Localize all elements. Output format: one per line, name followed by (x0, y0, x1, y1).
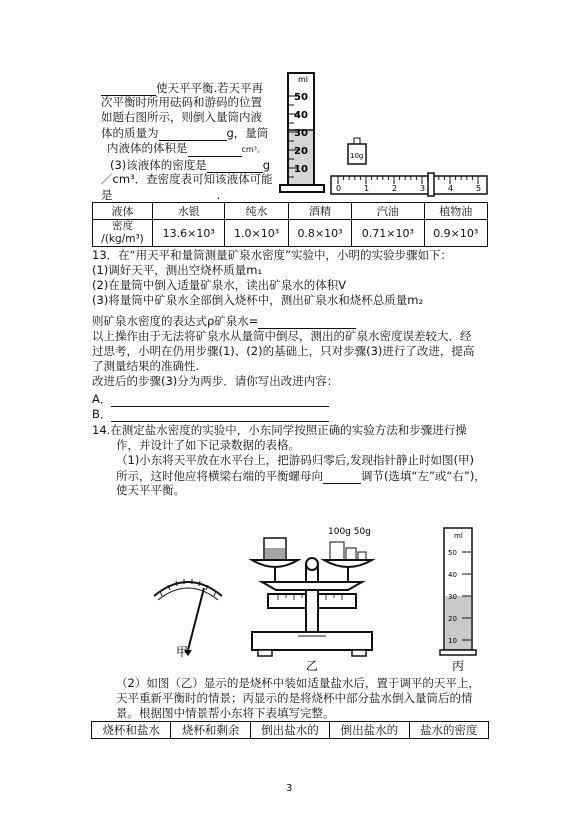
tick-label: 20 (448, 615, 457, 623)
table-cell: 汽油 (352, 203, 424, 220)
text: 体的质量为 (101, 126, 159, 140)
text: (3)该液体的密度是 (110, 158, 207, 172)
unit-label: ml (298, 75, 309, 84)
q12-text-line2: 次平衡时所用砝码和游码的位置 (101, 95, 262, 109)
q14-line: 使天平平衡。 (116, 483, 185, 497)
blank (159, 125, 227, 141)
figure-label-bing: 丙 (452, 659, 465, 673)
measuring-cylinder-figure-bing (440, 522, 480, 672)
table-row (93, 220, 488, 247)
figure-label-yi: 乙 (306, 659, 319, 673)
text: /(kg/m³) (101, 233, 144, 245)
q12-text-line6 (110, 157, 270, 173)
q12-text-line5 (107, 141, 265, 157)
answer-blank (111, 406, 329, 422)
unit-label: ml (454, 532, 463, 540)
table-header-cell: 倒出盐水的 (330, 722, 409, 739)
rider-scale-figure (330, 170, 490, 198)
ruler-label: 4 (448, 184, 454, 193)
ruler-label: 3 (420, 184, 426, 193)
q12-text-line1 (101, 80, 263, 96)
q13-title: 13．在“用天平和量筒测量矿泉水密度”实验中，小明的实验步骤如下： (92, 248, 453, 262)
text: 内液体的体积是 (107, 141, 188, 155)
q13-step3: (3)将量筒中矿泉水全部倒入烧杯中，测出矿泉水和烧杯总质量m₂ (92, 293, 424, 307)
table-cell: 植物油 (424, 203, 487, 220)
text: 则矿泉水密度的表达式ρ矿泉水= (92, 314, 259, 328)
rider-marker (428, 173, 434, 196)
table-cell: 0.71×10³ (352, 220, 424, 247)
table-cell: 酒精 (288, 203, 351, 220)
text: 所示，这时他应将横梁右端的平衡螺母向 (116, 469, 323, 483)
q14-line (116, 468, 486, 484)
q13-answer-b (92, 406, 329, 422)
tick-label: 20 (294, 146, 308, 157)
text: 调节(选填“左”或“右”)， (361, 469, 486, 483)
tick-label: 10 (294, 164, 308, 175)
ruler-label: 2 (392, 184, 398, 193)
tick-label: 50 (448, 549, 457, 557)
table-row (92, 722, 489, 739)
text: g，量筒 (226, 126, 269, 140)
text: B． (92, 407, 112, 421)
text: cm³。 (241, 145, 265, 154)
q12-text-line7: ／cm³．查密度表可知该液体可能 (101, 172, 273, 186)
q13-paragraph-line: 了测量结果的准确性. (92, 359, 200, 373)
q13-expression (92, 313, 356, 329)
ruler-label: 0 (336, 184, 342, 193)
table-cell: 液体 (93, 203, 153, 220)
q14-line: 14.在测定盐水密度的实验中，小东同学按照正确的实验方法和步骤进行操 (92, 423, 467, 437)
table-header-cell: 烧杯和盐水 (92, 722, 171, 739)
text: 是 (101, 188, 113, 202)
table-cell: 1.0×10³ (225, 220, 288, 247)
ruler-label: 5 (476, 184, 482, 193)
tick-label: 40 (448, 571, 457, 579)
q14-line: （1)小东将天平放在水平台上，把游码归零后,发现指针静止时如图(甲) (116, 453, 474, 467)
q13-answer-a (92, 391, 329, 407)
q13-step2: (2)在量筒中倒入适量矿泉水，读出矿泉水的体积V (92, 278, 347, 292)
table-header-cell: 倒出盐水的 (250, 722, 329, 739)
q14-part2-line: （2）如图（乙）显示的是烧杯中装如适量盐水后，置于调平的天平上， (116, 676, 480, 690)
table-cell: 0.9×10³ (424, 220, 487, 247)
table-cell: 13.6×10³ (153, 220, 225, 247)
text: 密度 (112, 220, 134, 232)
blank (113, 187, 217, 203)
table-row (93, 203, 488, 220)
blank (323, 468, 361, 484)
tick-label: 40 (294, 110, 308, 121)
table-cell (93, 220, 153, 247)
tick-label: 50 (294, 92, 308, 103)
text: g (262, 158, 271, 172)
density-table (92, 202, 488, 247)
record-table (91, 721, 489, 739)
table-cell: 0.8×10³ (288, 220, 351, 247)
text: A． (92, 392, 112, 406)
blank (207, 157, 263, 173)
pointer-scale-figure (148, 560, 228, 670)
measuring-cylinder-figure (280, 70, 330, 196)
tick-label: 30 (448, 593, 457, 601)
page-number: 3 (286, 783, 293, 794)
table-header-cell: 烧杯和剩余 (171, 722, 250, 739)
table-header-cell: 盐水的密度 (409, 722, 488, 739)
q12-text-line3: 如题右图所示，则倒入量筒内液 (101, 110, 262, 124)
table-cell: 水银 (153, 203, 225, 220)
text: 使天平平衡.若天平再 (156, 81, 264, 95)
q13-paragraph-line: 以上操作由于无法将矿泉水从量筒中倒尽，测出的矿泉水密度误差较大．经 (92, 329, 472, 343)
q14-part2-line: 景。根据图中情景帮小东将下表填写完整。 (116, 706, 335, 720)
balance-figure (238, 524, 388, 674)
q12-text-line8: 是 . (101, 188, 221, 202)
figure-label-jia: 甲 (176, 645, 189, 659)
q13-step1: (1)调好天平，测出空烧杯质量m₁ (92, 263, 263, 277)
answer-blank (111, 391, 329, 407)
blank (258, 313, 356, 329)
weight-figure (345, 138, 371, 168)
q13-paragraph-line: 过思考，小明在仍用步骤(1)、(2)的基础上，只对步骤(3)进行了改进，提高 (92, 344, 475, 358)
weights-label: 100g 50g (328, 527, 371, 537)
ruler-label: 1 (364, 184, 370, 193)
q14-line: 作，并设计了如下记录数据的表格。 (116, 438, 300, 452)
blank (101, 80, 156, 96)
table-cell: 纯水 (225, 203, 288, 220)
q14-part2-line: 天平重新平衡时的情景；丙显示的是将烧杯中部分盐水倒入量筒后的情 (116, 691, 473, 705)
q13-paragraph-line: 改进后的步骤(3)分为两步．请你写出改进内容： (92, 374, 339, 388)
weight-label: 10g (350, 152, 364, 160)
blank (188, 141, 242, 157)
q12-text-line4 (101, 125, 268, 141)
tick-label: 30 (294, 128, 308, 139)
tick-label: 10 (448, 637, 457, 645)
pointer (188, 588, 204, 650)
